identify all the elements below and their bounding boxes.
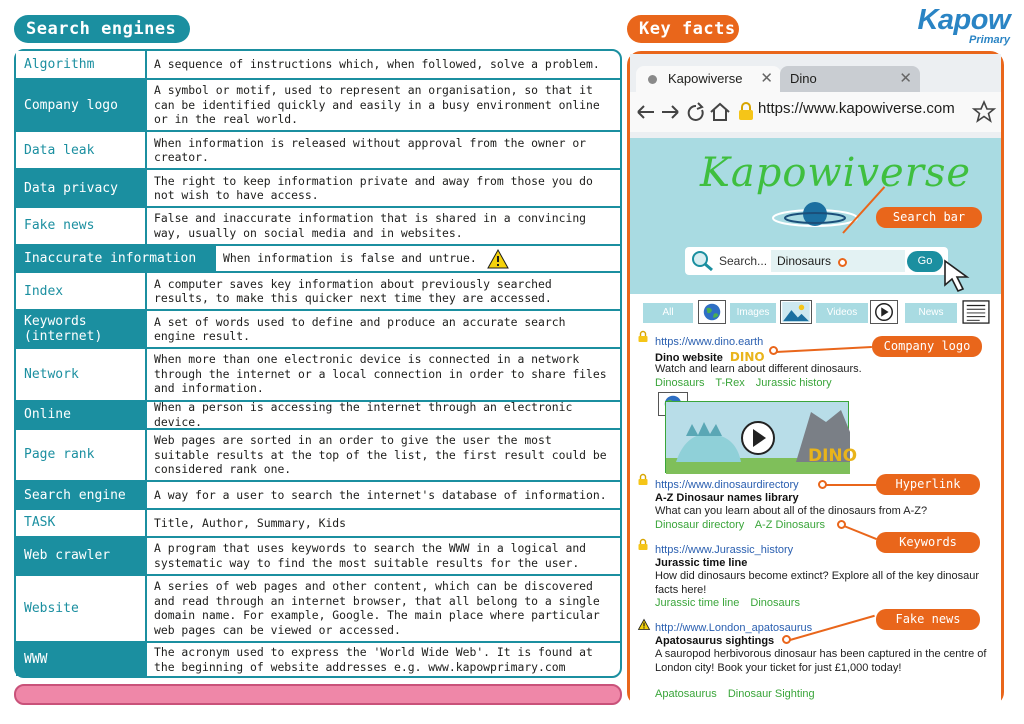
glossary-row	[16, 273, 620, 311]
glossary-definition: A set of words used to define and produce an accurate search engine result.	[154, 314, 566, 344]
glossary-row	[16, 311, 620, 349]
callout-search-bar: Search bar	[876, 207, 982, 228]
result-tags	[655, 519, 833, 531]
glossary-table	[14, 49, 622, 678]
glossary-term: Keywords (internet)	[16, 311, 147, 347]
dino-logo: DINO	[729, 350, 765, 364]
glossary-definition: When information is released without approval from the owner or creator.	[154, 135, 587, 165]
result-tags	[655, 597, 808, 609]
callout-dot	[782, 635, 791, 644]
result-link[interactable]: https://www.dino.earth	[655, 336, 764, 348]
result-link[interactable]: http://www.London_apatosaurus	[655, 622, 813, 634]
address-bar	[630, 92, 1001, 132]
glossary-definition: Web pages are sorted in an order to give the user the most suitable results at the top of the list, the first result could be considered rank one.	[154, 433, 607, 477]
glossary-term: Website	[16, 576, 147, 642]
search-placeholder: Search...	[719, 254, 768, 268]
result-description: A sauropod herbivorous dinosaur has been captured in the centre of London city! Book your ticket for just £1,000 today!	[655, 648, 987, 674]
warning-icon	[638, 619, 650, 630]
result-description: What can you learn about all of the dinosaurs from A-Z?	[655, 505, 928, 517]
glossary-row	[16, 402, 620, 430]
footer-bar	[14, 684, 622, 705]
glossary-definition: Title, Author, Summary, Kids	[154, 515, 347, 530]
glossary-row	[16, 482, 620, 510]
filter-news[interactable]: News	[905, 303, 957, 323]
glossary-row	[16, 510, 620, 538]
tag[interactable]: Dinosaur directory	[655, 519, 745, 531]
glossary-definition: A sequence of instructions which, when followed, solve a problem.	[154, 57, 600, 72]
result-description: Watch and learn about different dinosaurs.	[655, 363, 862, 375]
result-description: How did dinosaurs become extinct? Explore all of the key dinosaur facts here!	[655, 570, 980, 596]
globe-icon[interactable]	[698, 300, 726, 324]
tag[interactable]: A-Z Dinosaurs	[754, 519, 826, 531]
glossary-row	[16, 80, 620, 133]
search-icon	[691, 250, 715, 272]
url-text[interactable]: https://www.kapowiverse.com	[758, 100, 955, 117]
glossary-definition: The acronym used to express the 'World Wide Web'. It is found at the beginning of website addresses e.g. www.kapowprimary.com	[154, 645, 593, 674]
lock-icon	[638, 539, 648, 550]
cursor-icon	[943, 259, 975, 293]
glossary-row	[16, 643, 620, 676]
go-button[interactable]: Go	[907, 251, 943, 272]
glossary-term: TASK	[16, 510, 147, 536]
search-input[interactable]: Dinosaurs	[771, 250, 905, 272]
callout-fake-news: Fake news	[876, 609, 980, 630]
tag[interactable]: Apatosaurus	[655, 688, 717, 700]
glossary-definition: A series of web pages and other content, which can be discovered and read through an internet browser, that all belong to a single domain name. For example, Google. The main place where particular web pages can be viewed or accessed.	[154, 579, 600, 637]
play-icon[interactable]	[870, 300, 898, 324]
glossary-term: Algorithm	[16, 51, 147, 78]
browser-illustration	[627, 51, 1004, 706]
result-title[interactable]: Apatosaurus sightings	[655, 635, 775, 647]
glossary-term: Search engine	[16, 482, 147, 508]
glossary-definition: A program that uses keywords to search the WWW in a logical and systematic way to find the most suitable results for the user.	[154, 541, 587, 570]
kapow-logo: Kapow Primary	[917, 4, 1010, 46]
lock-icon	[738, 102, 754, 121]
glossary-term: Inaccurate information	[16, 246, 216, 272]
lock-icon	[638, 474, 648, 485]
glossary-term: Web crawler	[16, 538, 147, 574]
dino-logo: DINO	[808, 446, 858, 466]
result-title[interactable]: Jurassic time line	[655, 557, 748, 569]
video-thumbnail[interactable]	[665, 401, 858, 473]
close-icon[interactable]: ✕	[899, 70, 912, 87]
glossary-definition: When more than one electronic device is connected in a network through the internet or a local connection in order to share files and information.	[154, 352, 607, 396]
glossary-term: Page rank	[16, 430, 147, 481]
result-link[interactable]: https://www.dinosaurdirectory	[655, 479, 799, 491]
glossary-term: Company logo	[16, 80, 147, 131]
newspaper-icon[interactable]	[960, 300, 992, 324]
glossary-row	[16, 51, 620, 80]
glossary-definition: When a person is accessing the internet through an electronic device.	[154, 400, 573, 429]
glossary-row	[16, 246, 620, 274]
result-title[interactable]: Dino website DINO	[655, 350, 765, 364]
tab-dot-icon	[648, 75, 657, 84]
glossary-term: Index	[16, 273, 147, 309]
filter-images[interactable]: Images	[730, 303, 776, 323]
tag[interactable]: Dinosaurs	[750, 597, 800, 609]
lock-icon	[638, 331, 648, 342]
filter-videos[interactable]: Videos	[816, 303, 868, 323]
glossary-term: WWW	[16, 643, 147, 676]
glossary-definition: A symbol or motif, used to represent an organisation, so that it can be identified quickly and easily in a busy environment online or in the real world.	[154, 83, 600, 127]
glossary-term: Data privacy	[16, 170, 147, 206]
callout-dot	[769, 346, 778, 355]
callout-dot	[818, 480, 827, 489]
nav-buttons-icon[interactable]	[636, 101, 736, 123]
callout-company-logo: Company logo	[872, 336, 982, 357]
browser-chrome	[630, 54, 1001, 138]
glossary-row	[16, 132, 620, 170]
tag[interactable]: T-Rex	[715, 377, 745, 389]
warning-icon	[487, 249, 509, 269]
site-logo: Kapowiverse	[700, 150, 972, 196]
result-tags	[655, 688, 823, 700]
result-link[interactable]: https://www.Jurassic_history	[655, 544, 794, 556]
tag[interactable]: Dinosaur Sighting	[727, 688, 815, 700]
result-tags	[655, 377, 840, 389]
glossary-definition: The right to keep information private and away from those you do not wish to have access.	[154, 173, 593, 203]
section-title-search-engines: Search engines	[14, 15, 190, 43]
glossary-row	[16, 349, 620, 402]
glossary-term: Fake news	[16, 208, 147, 244]
callout-line	[826, 484, 876, 486]
callout-dot	[837, 520, 846, 529]
tab-dino[interactable]: Dino ✕	[780, 66, 920, 92]
star-icon[interactable]	[972, 100, 996, 124]
callout-dot	[838, 258, 847, 267]
glossary-row	[16, 430, 620, 483]
section-title-key-facts: Key facts	[627, 15, 739, 43]
glossary-row	[16, 170, 620, 208]
close-icon[interactable]: ✕	[760, 70, 773, 87]
callout-hyperlink: Hyperlink	[876, 474, 980, 495]
tag[interactable]: Dinosaurs	[655, 377, 705, 389]
glossary-term: Network	[16, 349, 147, 400]
glossary-term: Online	[16, 402, 147, 428]
glossary-definition: When information is false and untrue.	[216, 246, 620, 272]
glossary-definition: A computer saves key information about previously searched results, to make this quicker next time they are accessed.	[154, 276, 552, 306]
result-title[interactable]: A-Z Dinosaur names library	[655, 492, 799, 504]
filter-all[interactable]: All	[643, 303, 693, 323]
image-icon[interactable]	[780, 300, 812, 324]
glossary-row	[16, 538, 620, 576]
glossary-term: Data leak	[16, 132, 147, 168]
tag[interactable]: Jurassic history	[755, 377, 832, 389]
callout-keywords: Keywords	[876, 532, 980, 553]
glossary-row	[16, 576, 620, 644]
tag[interactable]: Jurassic time line	[655, 597, 740, 609]
glossary-definition: A way for a user to search the internet's database of information.	[154, 487, 607, 502]
glossary-definition: False and inaccurate information that is shared in a convincing way, usually on social media and in websites.	[154, 211, 587, 240]
tab-kapowiverse[interactable]: Kapowiverse ✕	[636, 66, 781, 92]
glossary-row	[16, 208, 620, 246]
